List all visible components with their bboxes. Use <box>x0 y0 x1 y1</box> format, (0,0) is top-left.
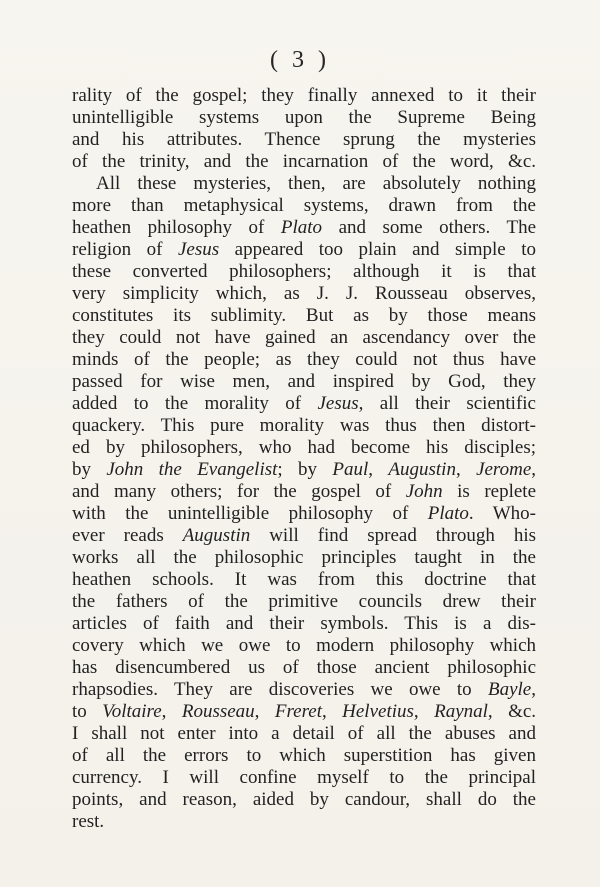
page-number: ( 3 ) <box>270 47 330 73</box>
text-line: unintelligible systems upon the Supreme Being <box>72 107 536 128</box>
text-line: rality of the gospel; they finally annexed to it their <box>72 85 536 106</box>
text-line: ever reads Augustin will find spread through his <box>72 525 537 546</box>
text-line: to Voltaire, Rousseau, Freret, Helvetius, Raynal, &c. <box>72 701 537 722</box>
text-line: currency. I will confine myself to the principal <box>72 767 536 788</box>
text-line: rest. <box>72 811 105 832</box>
text-line: by John the Evangelist; by Paul, Augustin, Jerome, <box>72 459 537 480</box>
text-line: ed by philosophers, who had become his disciples; <box>72 437 536 458</box>
text-line: heathen schools. It was from this doctrine that <box>72 569 536 590</box>
text-line: more than metaphysical systems, drawn from the <box>72 195 536 216</box>
text-line: and many others; for the gospel of John is replete <box>72 481 537 502</box>
text-line: added to the morality of Jesus, all their scientific <box>72 393 536 414</box>
text-line: and his attributes. Thence sprung the mysteries <box>72 129 536 150</box>
text-line: covery which we owe to modern philosophy which <box>72 635 536 656</box>
text-line: works all the philosophic principles taught in the <box>72 547 536 568</box>
body-text <box>72 85 536 833</box>
text-line: religion of Jesus appeared too plain and simple to <box>72 239 536 260</box>
text-line: I shall not enter into a detail of all the abuses and <box>72 723 536 744</box>
text-line: these converted philosophers; although it is that <box>72 261 536 282</box>
text-line: the fathers of the primitive councils drew their <box>72 591 536 612</box>
text-line: articles of faith and their symbols. This is a dis- <box>72 613 536 634</box>
text-line: with the unintelligible philosophy of Plato. Who- <box>72 503 537 524</box>
text-line: heathen philosophy of Plato and some others. The <box>72 217 537 238</box>
text-line: quackery. This pure morality was thus then distort- <box>72 415 536 436</box>
text-line: All these mysteries, then, are absolutely nothing <box>96 173 536 194</box>
text-line: minds of the people; as they could not thus have <box>72 349 536 370</box>
text-line: of all the errors to which superstition has given <box>72 745 536 766</box>
text-line: they could not have gained an ascendancy over the <box>72 327 536 348</box>
text-line: of the trinity, and the incarnation of the word, &c. <box>72 151 536 172</box>
text-line: constitutes its sublimity. But as by those means <box>72 305 536 326</box>
text-line: has disencumbered us of those ancient philosophic <box>72 657 536 678</box>
text-line: points, and reason, aided by candour, shall do the <box>72 789 536 810</box>
text-line: rhapsodies. They are discoveries we owe to Bayle, <box>72 679 536 700</box>
text-line: very simplicity which, as J. J. Rousseau observes, <box>72 283 536 304</box>
text-line: passed for wise men, and inspired by God, they <box>72 371 536 392</box>
